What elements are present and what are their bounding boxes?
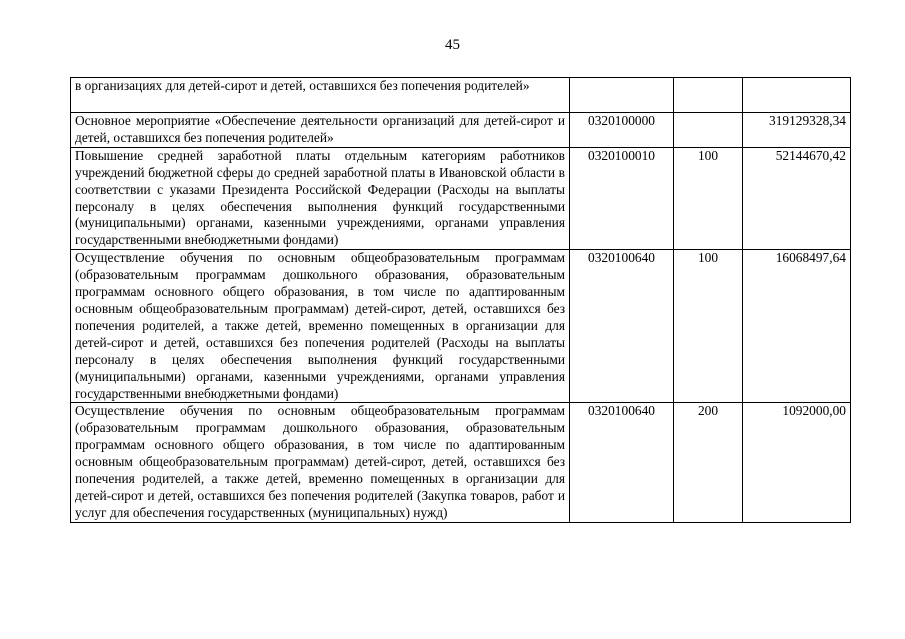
expense-type-cell	[674, 113, 743, 148]
expense-name-cell: в организациях для детей-сирот и детей, оставшихся без попечения родителей»	[71, 78, 570, 113]
target-code-cell: 0320100640	[570, 250, 674, 403]
table-row	[71, 403, 851, 522]
expense-type-cell: 100	[674, 147, 743, 249]
amount-cell: 16068497,64	[743, 250, 851, 403]
table-row	[71, 113, 851, 148]
page-number: 45	[445, 37, 460, 53]
amount-cell	[743, 78, 851, 113]
table-row	[71, 147, 851, 249]
expense-name-cell: Осуществление обучения по основным общеобразовательным программам (образовательным программам дошкольного образования, образовательным программам основного общего образования, в том числе по адаптированным основным общеобразовательным программам) детей-сирот, детей, оставшихся без попечения родителей, а также детей, временно помещенных в организации для детей-сирот и детей, оставшихся без попечения родителей (Закупка товаров, работ и услуг для обеспечения государственных (муниципальных) нужд)	[71, 403, 570, 522]
expense-name-cell: Основное мероприятие «Обеспечение деятельности организаций для детей-сирот и детей, оставшихся без попечения родителей»	[71, 113, 570, 148]
budget-table	[70, 77, 851, 523]
expense-type-cell: 200	[674, 403, 743, 522]
target-code-cell: 0320100000	[570, 113, 674, 148]
expense-name-cell: Осуществление обучения по основным общеобразовательным программам (образовательным программам дошкольного образования, образовательным программам основного общего образования, в том числе по адаптированным основным общеобразовательным программам) детей-сирот, детей, оставшихся без попечения родителей, а также детей, временно помещенных в организации для детей-сирот и детей, оставшихся без попечения родителей (Расходы на выплаты персоналу в целях обеспечения выполнения функций государственными (муниципальными) органами, казенными учреждениями, органами управления государственными внебюджетными фондами)	[71, 250, 570, 403]
expense-type-cell	[674, 78, 743, 113]
target-code-cell: 0320100010	[570, 147, 674, 249]
amount-cell: 319129328,34	[743, 113, 851, 148]
table-row	[71, 250, 851, 403]
amount-cell: 52144670,42	[743, 147, 851, 249]
amount-cell: 1092000,00	[743, 403, 851, 522]
target-code-cell	[570, 78, 674, 113]
table-row	[71, 78, 851, 113]
expense-name-cell: Повышение средней заработной платы отдельным категориям работников учреждений бюджетной сферы до средней заработной платы в Ивановской области в соответствии с указами Президента Российской Федерации (Расходы на выплаты персоналу в целях обеспечения выполнения функций государственными (муниципальными) органами, казенными учреждениями, органами управления государственными внебюджетными фондами)	[71, 147, 570, 249]
expense-type-cell: 100	[674, 250, 743, 403]
target-code-cell: 0320100640	[570, 403, 674, 522]
